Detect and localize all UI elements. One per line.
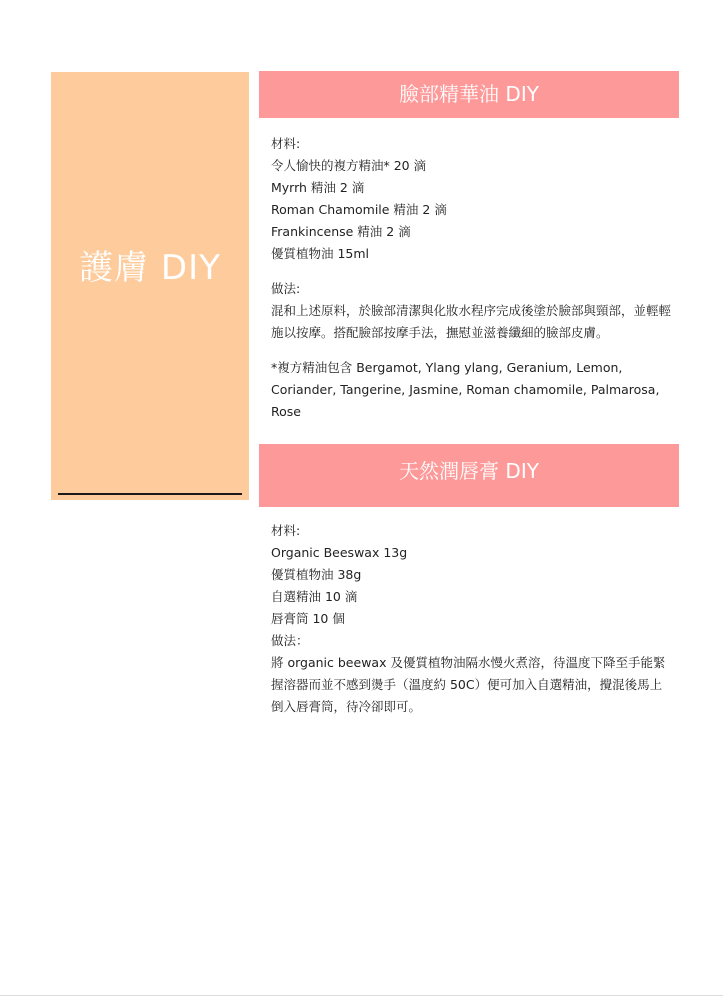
side-title: 護膚 DIY xyxy=(79,248,221,288)
material-item: 優質植物油 38g xyxy=(271,567,362,582)
section-title-lip-balm: 天然潤唇膏 DIY xyxy=(259,444,679,507)
footnote-text: *複方精油包含 Bergamot, Ylang ylang, Geranium, Lemon, Coriander, Tangerine, Jasmine, Roman chamomile, Palmarosa, Rose xyxy=(271,360,660,419)
side-divider xyxy=(58,493,242,495)
method-label: 做法： xyxy=(271,633,309,648)
page-bottom-border xyxy=(0,995,723,996)
method-text: 將 organic beewax 及優質植物油隔水慢火煮溶，待溫度下降至手能緊握溶器而並不感到燙手（溫度約 50C）便可加入自選精油，攪混後馬上倒入唇膏筒，待冷卻即可。 xyxy=(271,655,666,714)
method-text: 混和上述原料，於臉部清潔與化妝水程序完成後塗於臉部與頸部，並輕輕施以按摩。搭配臉部按摩手法，撫慰並滋養纖細的臉部皮膚。 xyxy=(271,303,672,340)
face-oil-content xyxy=(271,133,671,423)
material-item: Myrrh 精油 2 滴 xyxy=(271,180,365,195)
section-title-face-oil: 臉部精華油 DIY xyxy=(259,71,679,118)
material-item: 令人愉快的複方精油* 20 滴 xyxy=(271,158,427,173)
material-item: 唇膏筒 10 個 xyxy=(271,611,345,626)
method-label: 做法: xyxy=(271,281,301,296)
side-panel xyxy=(51,72,249,500)
materials-label: 材料: xyxy=(271,523,301,538)
material-item: 自選精油 10 滴 xyxy=(271,589,358,604)
material-item: 優質植物油 15ml xyxy=(271,246,370,261)
material-item: Roman Chamomile 精油 2 滴 xyxy=(271,202,447,217)
material-item: Organic Beeswax 13g xyxy=(271,545,408,560)
materials-label: 材料: xyxy=(271,136,301,151)
lip-balm-content xyxy=(271,520,671,718)
material-item: Frankincense 精油 2 滴 xyxy=(271,224,411,239)
